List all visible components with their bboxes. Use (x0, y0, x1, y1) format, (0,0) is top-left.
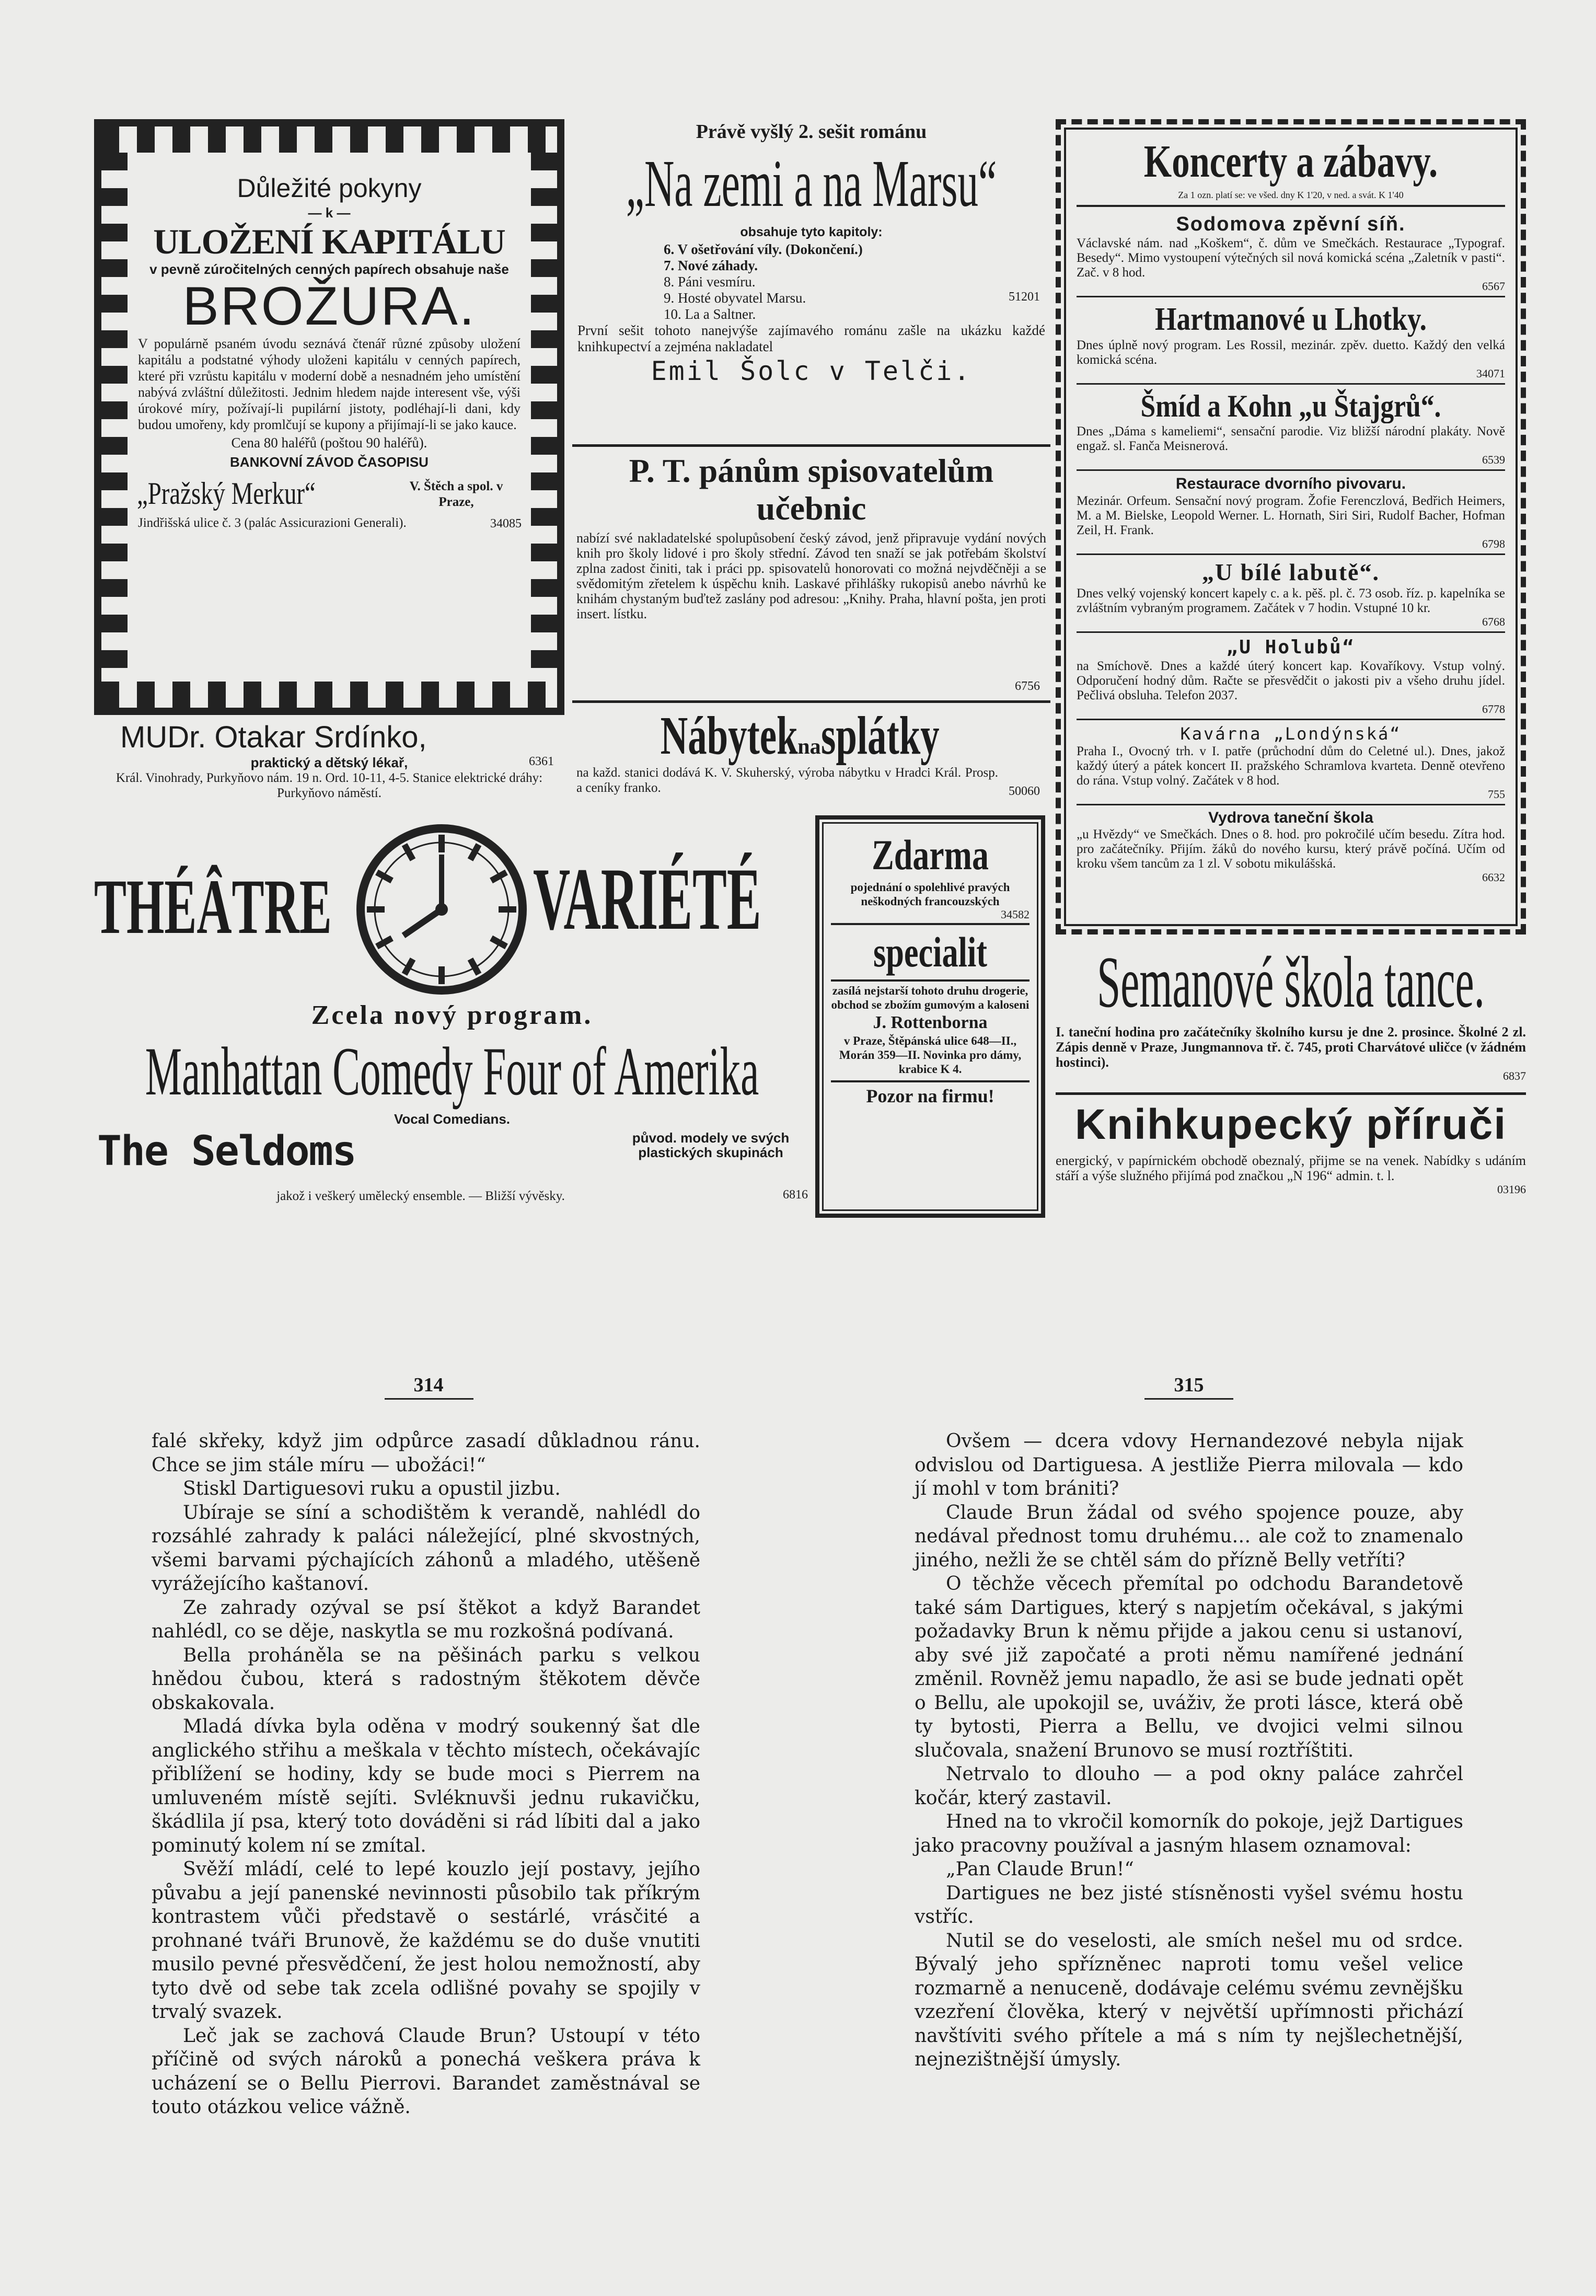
koncerty-item-text: „u Hvězdy“ ve Smečkách. Dnes o 8. hod. pro pokročilé učím besedu. Zítra hod. pro začátečníky. Přijím. žáků do nového kursu, který právě počíná. Učím od kroku všem tancům za 1 zl. V sobotu mikulášská. (1077, 827, 1505, 871)
semanove-text: I. taneční hodina pro začátečníky školního kursu je dne 2. prosince. Školné 2 zl. Zápis denně v Praze, Jungmannova tř. č. 745, proti Charvátové uličce (v žádném hostinci). (1056, 1024, 1526, 1070)
mudr-address: Král. Vinohrady, Purkyňovo nám. 19 n. Ord. 10-11, 4-5. Stanice elektrické dráhy: Purkyňovo náměstí. (115, 771, 543, 800)
theatre-word: THÉÂTRE (94, 863, 332, 950)
zdarma-num: 34582 (1001, 908, 1030, 921)
roman-chapter: 8. Páni vesmíru. (664, 274, 756, 290)
koncerty-item-num: 6567 (1482, 280, 1505, 293)
koncerty-item-num: 755 (1488, 788, 1505, 801)
koncerty-item-text: Praha I., Ovocný trh. v I. patře (průchodní dům do Celetné ul.). Dnes, jakož každý úterý a pátek koncert II. pražského Schramlova kvarteta. Denně otevřeno do rána. Vstup volný. Začátek v 8 hod. (1077, 744, 1505, 788)
story-paragraph: Nutil se do veselosti, ale smích nešel mu od srdce. Bývalý jeho spřízněnec naproti tomu vešel velice rozmarně a nenuceně, dodávaje celému svému zevnějšku vzezření člověka, který v největší upřímnosti přichází navštíviti svého přítele a má s ním ty nejšlechetnější, nejnezištnější úmysly. (915, 1930, 1463, 2070)
koncerty-item-head: Sodomova zpěvní síň. (1176, 213, 1406, 235)
koncerty-item-num: 6539 (1482, 453, 1505, 466)
zdarma-special: specialit (873, 928, 988, 976)
divider (1077, 553, 1505, 555)
roman-lead: Právě vyšlý 2. sešit románu (696, 121, 927, 143)
roman-publisher: Emil Šolc v Telči. (651, 356, 972, 386)
theatre-program: Zcela nový program. (311, 1000, 593, 1030)
theatre-ensemble: jakož i veškerý umělecký ensemble. — Bližší vývěsky. (276, 1189, 565, 1203)
semanove-title: Semanové škola tance. (1097, 942, 1485, 1023)
story-paragraph: Hned na to vkročil komorník do pokoje, jejž Dartigues jako pracovny používal a jasným hlasem oznamoval: (915, 1811, 1463, 1856)
theatre-num: 6816 (783, 1188, 808, 1202)
divider (572, 444, 1050, 447)
koncerty-item-num: 6798 (1482, 537, 1505, 550)
ad-roman (572, 119, 1050, 438)
story-paragraph: Ubíraje se síní a schodištěm k verandě, nahlédl do rozsáhlé zahrady k paláci náležející, plné skvostných, všemi barvami pýchajících záhonů a mladého, utěšeně vyrážejícího kaštanoví. (152, 1502, 700, 1595)
ad-knihkupecky (1056, 1097, 1526, 1225)
pokyny-sub: v pevně zúročitelných cenných papírech obsahuje naše (149, 261, 509, 277)
koncerty-item-text: Dnes „Dáma s kameliemi“, sensační parodie. Viz bližší národní plakáty. Nově engaž. sl. Fanča Meisnerová. (1077, 424, 1505, 453)
koncerty-item-num: 6768 (1482, 615, 1505, 628)
story-paragraph: Leč jak se zachová Claude Brun? Ustoupí v této příčině od svých nároků a ponechá veškera práva k ucházení se o Bellu Pierrovi. Barandet zaměstnával se touto otázkou velice vážně. (152, 2025, 700, 2118)
roman-title: „Na zemi a na Marsu“ (626, 146, 997, 221)
zdarma-name: J. Rottenborna (873, 1013, 988, 1032)
koncerty-item-num: 6778 (1482, 702, 1505, 716)
nabytek-na: na (797, 735, 821, 759)
checker-border-right (531, 153, 557, 682)
clock-icon (355, 823, 528, 996)
pokyny-heading: ULOŽENÍ KAPITÁLU (153, 222, 505, 261)
nabytek-title2: splátky (820, 707, 940, 766)
koncerty-item-head: „U bílé labutě“. (1202, 559, 1380, 585)
nabytek-text: na každ. stanici dodává K. V. Skuherský, výroba nábytku v Hradci Král. Prosp. a ceníky franko. (576, 766, 998, 795)
story-paragraph: Netrvalo to dlouho — a pod okny paláce zahrčel kočár, který zastavil. (915, 1763, 1463, 1809)
knihkupecky-num: 03196 (1497, 1183, 1526, 1196)
ad-mudr (94, 720, 564, 803)
koncerty-item-head: Kavárna „Londýnská“ (1180, 724, 1402, 744)
zdarma-pozor: Pozor na firmu! (866, 1086, 994, 1106)
ad-semanove (1056, 941, 1526, 1092)
story-paragraph: „Pan Claude Brun!“ (946, 1859, 1134, 1880)
story-paragraph: Mladá dívka byla oděna v modrý soukenný šat dle anglického střihu a meškala v těchto místech, očekávajíc přiblížení se hodiny, kdy se bude moci s Pierrem na umluveném místě sejíti. Svléknuvši jednu rukavičku, škádlila jí psa, který toto dováděni si rád líbiti dal a jako pominutý kolem ní se zmítal. (152, 1716, 700, 1856)
story-paragraph: Svěží mládí, celé to lepé kouzlo její postavy, jejího půvabu a její panenské nevinnosti působilo tak příkrým kontrastem vůči představě o sestárlé, vrásčité a prohnané tváři Brunově, že každému se do duše vnutiti musilo pevné přesvědčení, že jest holou nemožností, aby tyto dvě od sebe tak zcela odlišné povahy se spojily v trvalý svazek. (152, 1859, 700, 2023)
spisovatele-num: 6756 (1015, 679, 1040, 693)
divider (831, 1080, 1030, 1082)
koncerty-item-num: 34071 (1476, 367, 1505, 380)
pokyny-address: Jindřišská ulice č. 3 (palác Assicurazioni Generali). (138, 516, 407, 530)
zdarma-text2: zasílá nejstarší tohoto druhu drogerie, obchod se zbožím gumovým a kaloseni (831, 984, 1030, 1011)
pokyny-k: — k — (308, 205, 351, 221)
semanove-num: 6837 (1503, 1069, 1526, 1082)
koncerty-item-head: Šmíd a Kohn „u Štajgrů“. (1140, 389, 1441, 423)
spisovatele-text: nabízí své nakladatelské spolupůsobení český závod, jenž připravuje vydání nových knih pro školy lidové i pro školy střední. Závod ten snaží se jak potřebám školství zplna zadost činiti, tak i práci pp. spisovatelů honorovati co možná nejvděčněji a se svědomitým zřetelem k úspěchu knih. Laskavé přihlášky rukopisů anebo návrhů ke knihám chystaným buďtež zaslány pod adresou: „Knihy. Praha, hlavní pošta, jen proti insert. lístku. (576, 530, 1046, 621)
divider (1077, 469, 1505, 471)
theatre-seldoms: The Seldoms (97, 1128, 356, 1175)
roman-text: První sešit tohoto nanejvýše zajímavého románu zašle na ukázku každé knihkupectví a zejména nakladatel (577, 322, 1045, 354)
divider (1077, 383, 1505, 385)
koncerty-item-head: Restaurace dvorního pivovaru. (1175, 475, 1406, 492)
ad-spisovatele (572, 452, 1050, 698)
divider (1077, 719, 1505, 720)
pokyny-body: V populárně psaném úvodu seznává čtenář různé způsoby uložení kapitálu a podstatné výhody uloženi kapitálu v cenných papírech, které při vzrůstu kapitálu v moderní době a nesnadném jeho umístění nabývá zvláštní důležitosti. Jednim hledem najde interesent vše, výši úrokové míry, požívají-li pupilární jistoty, podléhají-li dani, kdy budou umořeny, kdy promlčují se kupony a přijímají-li se jako kauce. (138, 336, 521, 432)
pokyny-price: Cena 80 haléřů (poštou 90 haléřů). (231, 435, 427, 451)
pokyny-owner: V. Štěch a spol. v Praze, (409, 479, 503, 509)
checker-border-top (101, 126, 557, 153)
story-paragraph: Stiskl Dartiguesovi ruku a opustil jizbu. (183, 1478, 561, 1499)
koncerty-title: Koncerty a zábavy. (1143, 136, 1438, 187)
koncerty-item-num: 6632 (1482, 871, 1505, 884)
divider (1077, 804, 1505, 805)
divider (572, 700, 1050, 703)
divider (385, 1398, 473, 1400)
roman-chapters-num: 51201 (1009, 290, 1040, 304)
roman-chapter: 7. Nové záhady. (664, 258, 758, 273)
divider (1077, 631, 1505, 633)
checker-border-bottom (101, 682, 557, 708)
knihkupecky-title: Knihkupecký příruči (1074, 1101, 1507, 1148)
variete-word: VARIÉTÉ (533, 850, 761, 948)
roman-contains: obsahuje tyto kapitoly: (740, 225, 883, 239)
page-number-left: 314 (413, 1374, 444, 1396)
koncerty-item-text: Dnes úplně nový program. Les Rossil, mezinár. zpěv. duetto. Každý den velká komická scéna. (1077, 338, 1505, 367)
pokyny-bank: BANKOVNÍ ZÁVOD ČASOPISU (230, 454, 429, 470)
nabytek-num: 50060 (1009, 784, 1040, 798)
story-paragraph: Ze zahrady ozýval se psí štěkot a když Barandet nahlédl, co se děje, naskytla se mu rozkošná podívaná. (152, 1597, 700, 1642)
story-paragraph: falé skřeky, když jim odpůrce zasadí důkladnou ránu. Chce se jim stále míru — ubožáci!“ (152, 1430, 700, 1476)
zdarma-address: v Praze, Štěpánská ulice 648—II., Morán 359—II. Novinka pro dámy, krabice K 4. (839, 1034, 1022, 1076)
pokyny-num: 34085 (490, 517, 522, 530)
page-number-right: 315 (1174, 1374, 1204, 1396)
story-column-right (915, 1429, 1463, 2072)
mudr-title: MUDr. Otakar Srdínko, (120, 720, 427, 754)
ad-nabytek (572, 707, 1050, 803)
pokyny-brozura: BROŽURA. (182, 276, 476, 337)
pokyny-title: Důležité pokyny (237, 174, 422, 203)
mudr-num: 6361 (529, 755, 554, 768)
ad-koncerty (1056, 119, 1526, 934)
story-paragraph: Claude Brun žádal od svého spojence pouze, aby nedával přednost tomu druhému… ale což to znamenalo jiného, nežli že se chtěl sám do přízně Belly vetříti? (915, 1502, 1463, 1571)
story-paragraph: Dartigues ne bez jisté stísněnosti vyšel svému hostu vstříc. (915, 1882, 1463, 1928)
koncerty-item-text: Václavské nám. nad „Koškem“, č. dům ve Smečkách. Restaurace „Typograf. Besedy“. Mimo vystoupení výtečných sil nová komická scéna „Zaletník v pasti“. Zač. v 8 hod. (1077, 236, 1505, 280)
koncerty-item-head: Vydrova taneční škola (1208, 809, 1373, 826)
ad-zdarma (815, 815, 1045, 1218)
story-column-left (152, 1429, 700, 2119)
mudr-sub: praktický a dětský lékař, (250, 755, 408, 770)
story-paragraph: O těchže věcech přemítal po odchodu Barandetově také sám Dartigues, který s napjetím očekával, s jakými požadavky Brun k němu přijde a jakou cenu si ustanoví, aby své již započaté a proti němu namířené jednání změnil. Rovněž jemu napadlo, že asi se bude jednati opět o Bellu, ale upokojil se, uváživ, že proti lásce, která obě ty bytosti, Pierra a Bellu, ve dvojici velmi silnou slučovala, snažení Brunovo se musí roztříštiti. (915, 1573, 1463, 1761)
checker-border-left (101, 153, 128, 682)
roman-chapter: 10. La a Saltner. (664, 306, 756, 322)
koncerty-item-head: „U Holubů“ (1226, 637, 1356, 658)
story-paragraph: Bella proháněla se na pěšinách parku s velkou hnědou čubou, která s radostným štěkotem děvče obskakovala. (152, 1644, 700, 1714)
ad-theatre (94, 818, 810, 1220)
zdarma-text: pojednání o spolehlivé pravých neškodných francouzských (850, 881, 1010, 908)
story-paragraph: Ovšem — dcera vdovy Hernandezové nebyla nijak odvislou od Dartiguesa. A jestliže Pierra milovala — kdo jí mohl v tom brániti? (915, 1430, 1463, 1499)
knihkupecky-text: energický, v papírnickém obchodě obeznalý, přijme se na venek. Nabídky s udáním stáří a výše služného přijímá pod značkou „N 196“ admin. t. l. (1056, 1153, 1526, 1183)
koncerty-note: Za 1 ozn. platí se: ve všed. dny K 1'20, v ned. a svát. K 1'40 (1178, 190, 1404, 200)
zdarma-title: Zdarma (872, 831, 989, 879)
pokyny-merkur: „Pražský Merkur“ (137, 476, 316, 511)
divider (1144, 1398, 1233, 1400)
ad-dulezite-pokyny (94, 119, 564, 715)
divider (1077, 296, 1505, 297)
divider (1056, 1092, 1526, 1095)
nabytek-title1: Nábytek (660, 707, 798, 766)
koncerty-item-head: Hartmanové u Lhotky. (1155, 302, 1427, 337)
divider (831, 923, 1030, 925)
koncerty-item-text: na Smíchově. Dnes a každé úterý koncert kap. Kovaříkovy. Vstup volný. Odporučení hodný dům. Račte se přesvědčit o jakosti piv a všeho druhu jídel. Pečlivá obsluha. Telefon 2037. (1077, 659, 1505, 702)
roman-chapter: 6. V ošetřování víly. (Dokončení.) (664, 241, 863, 257)
theatre-vocal: Vocal Comedians. (394, 1111, 511, 1127)
koncerty-item-text: Dnes velký vojenský koncert kapely c. a k. pěš. pl. č. 73 osob. říz. p. kapelníka se zvláštním vybraným programem. Začátek v 7 hodin. Vstupné 10 kr. (1077, 586, 1505, 615)
koncerty-item-text: Mezinár. Orfeum. Sensační nový program. Žofie Ferenczlová, Bedřich Heimers, M. a M. Bielske, Leopold Werner. L. Hornath, Siri Siri, Rudolf Bacher, Hofman Zeil, H. Frank. (1077, 494, 1505, 537)
divider (1077, 205, 1505, 207)
theatre-headline: Manhattan Comedy Four of Amerika (145, 1033, 759, 1110)
roman-chapter: 9. Hosté obyvatel Marsu. (664, 290, 806, 306)
theatre-seldoms-note: původ. modely ve svých plastických skupinách (632, 1130, 790, 1160)
spisovatele-title: P. T. pánům spisovatelům učebnic (629, 452, 994, 527)
divider (831, 979, 1030, 982)
